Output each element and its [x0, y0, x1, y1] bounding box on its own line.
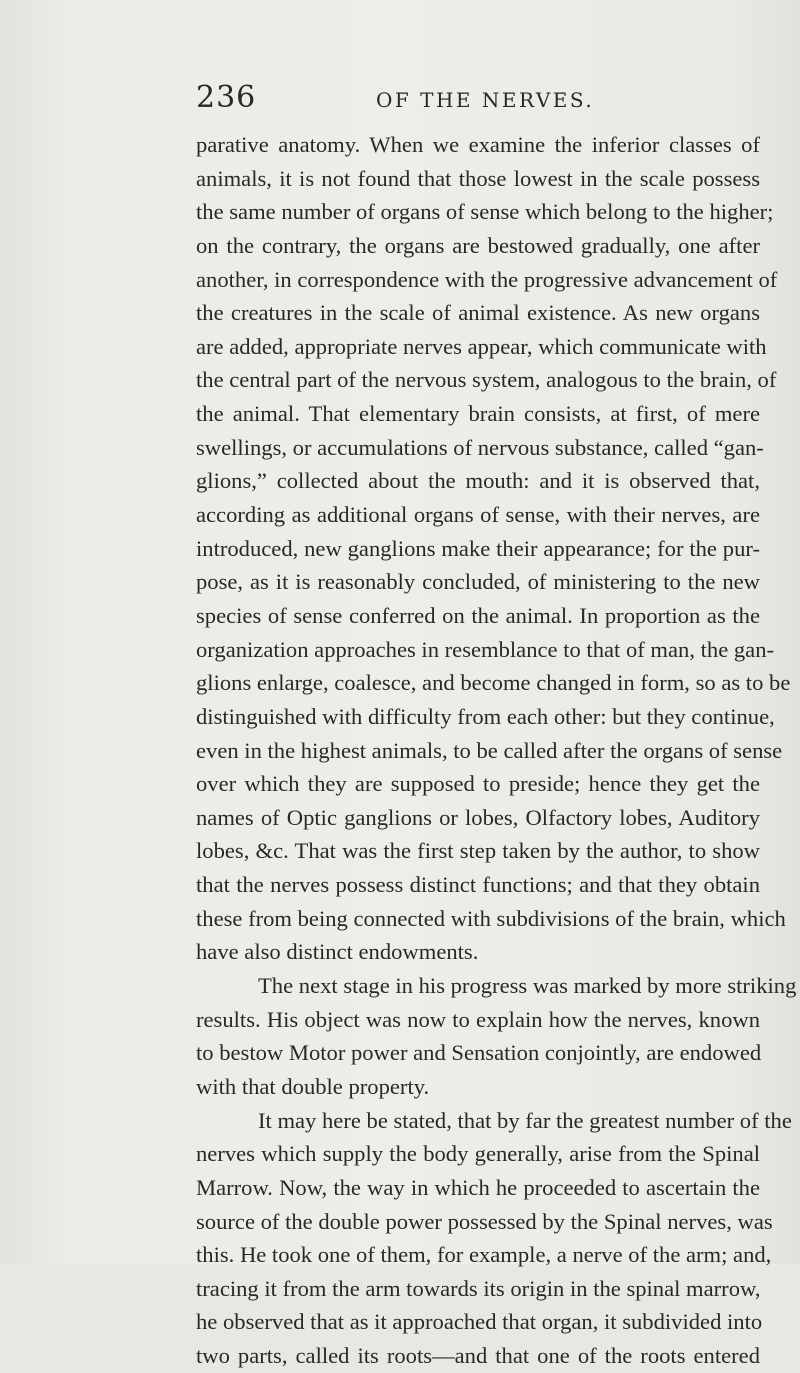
text-line: the same number of organs of sense which belong to the higher; — [196, 199, 774, 225]
text-line: species of sense conferred on the animal. In proportion as the — [196, 602, 760, 628]
running-title: OF THE NERVES. — [376, 88, 595, 112]
text-line: two parts, called its roots—and that one of the roots entered — [196, 1343, 760, 1369]
text-line: pose, as it is reasonably concluded, of ministering to the new — [196, 569, 760, 595]
text-line: source of the double power possessed by the Spinal nerves, was — [196, 1208, 773, 1234]
text-line: glions,” collected about the mouth: and it is observed that, — [196, 468, 760, 494]
text-line: according as additional organs of sense, with their nerves, are — [196, 502, 760, 528]
text-line: tracing it from the arm towards its origin in the spinal marrow, — [196, 1275, 761, 1301]
paragraph-end-line: have also distinct endowments. — [196, 939, 479, 965]
text-line: lobes, &c. That was the first step taken by the author, to show — [196, 838, 760, 864]
paragraph-start-line: The next stage in his progress was marked by more striking — [258, 973, 797, 999]
running-head — [196, 80, 756, 120]
text-line: organization approaches in resemblance to that of man, the gan- — [196, 636, 775, 662]
paragraph-end-line: with that double property. — [196, 1073, 430, 1099]
text-line: parative anatomy. When we examine the inferior classes of — [196, 132, 760, 157]
text-line: even in the highest animals, to be called after the organs of sense — [196, 737, 783, 763]
text-line: results. His object was now to explain how the nerves, known — [196, 1006, 760, 1032]
text-line: the creatures in the scale of animal existence. As new organs — [196, 300, 760, 326]
text-line: this. He took one of them, for example, a nerve of the arm; and, — [196, 1242, 772, 1268]
text-line: he observed that as it approached that organ, it subdivided into — [196, 1309, 763, 1335]
text-line: names of Optic ganglions or lobes, Olfactory lobes, Auditory — [196, 804, 760, 830]
paragraph-start-line: It may here be stated, that by far the greatest number of the — [258, 1107, 792, 1133]
body-text — [196, 128, 797, 1373]
text-line: on the contrary, the organs are bestowed gradually, one after — [196, 232, 760, 258]
text-line: the central part of the nervous system, analogous to the brain, of — [196, 367, 777, 393]
text-line: another, in correspondence with the progressive advancement of — [196, 266, 778, 292]
text-line: swellings, or accumulations of nervous substance, called “gan- — [196, 434, 764, 460]
text-line: that the nerves possess distinct functions; and that they obtain — [196, 872, 760, 898]
text-line: Marrow. Now, the way in which he proceeded to ascertain the — [196, 1174, 760, 1200]
text-line: these from being connected with subdivisions of the brain, which — [196, 905, 786, 931]
text-line: introduced, new ganglions make their appearance; for the pur- — [196, 535, 760, 561]
text-line: glions enlarge, coalesce, and become changed in form, so as to be — [196, 670, 791, 696]
text-line: distinguished with difficulty from each other: but they continue, — [196, 703, 775, 729]
text-line: animals, it is not found that those lowest in the scale possess — [196, 165, 760, 191]
text-line: are added, appropriate nerves appear, which communicate with — [196, 333, 767, 359]
text-line: nerves which supply the body generally, arise from the Spinal — [196, 1141, 760, 1167]
text-line: the animal. That elementary brain consists, at first, of mere — [196, 401, 760, 427]
page-number: 236 — [196, 80, 257, 115]
text-line: to bestow Motor power and Sensation conjointly, are endowed — [196, 1040, 762, 1066]
text-line: over which they are supposed to preside; hence they get the — [196, 771, 760, 797]
